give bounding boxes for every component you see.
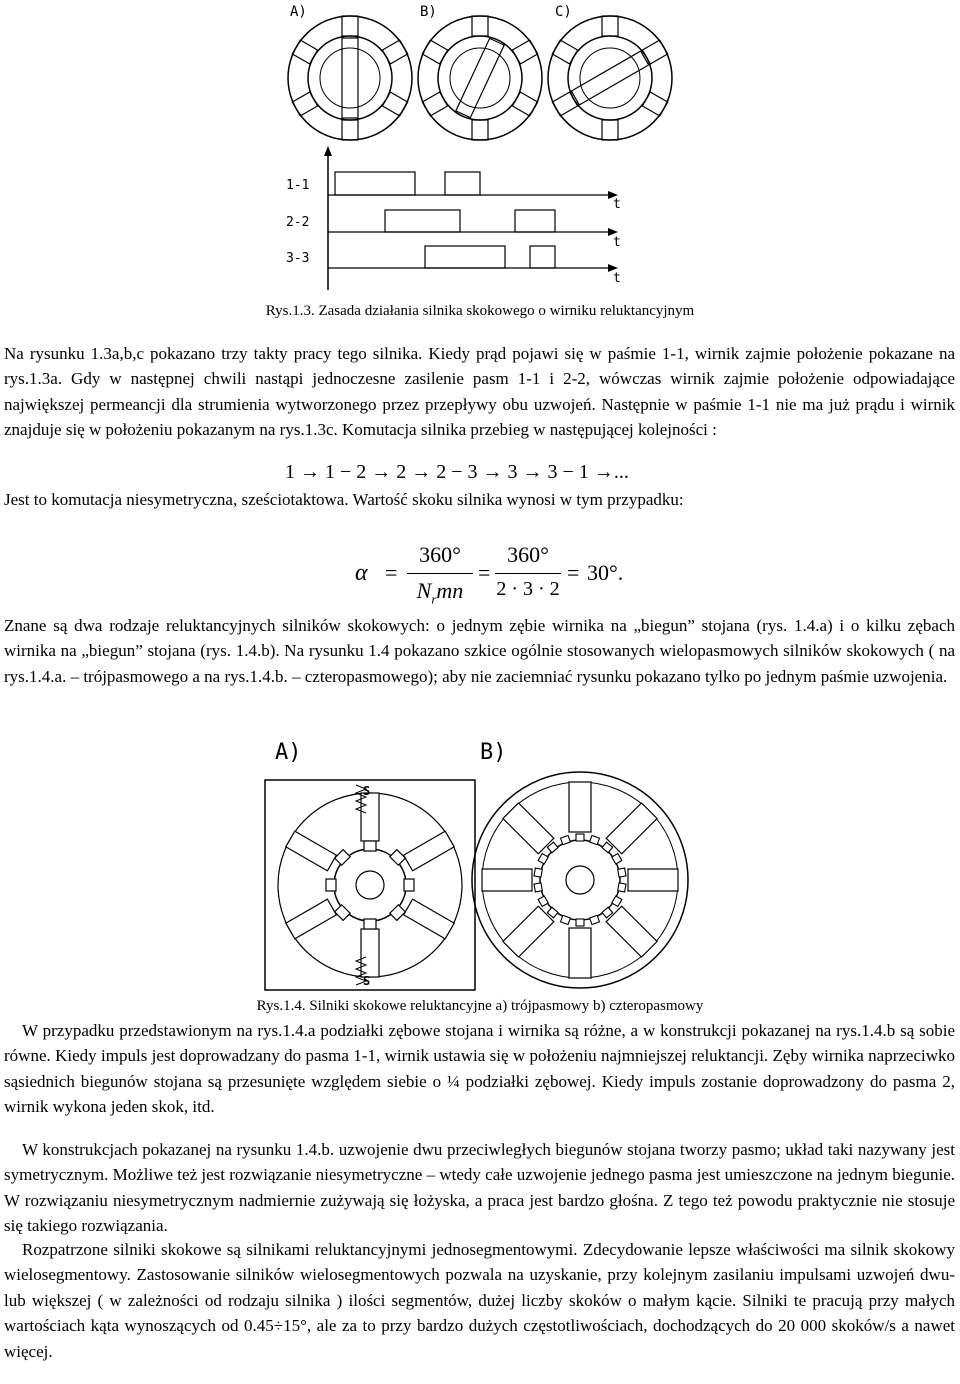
panel-label-b-1-4: B) — [480, 740, 507, 765]
time-axis-label-3: t — [613, 271, 621, 286]
paragraph-4: W przypadku przedstawionym na rys.1.4.a podziałki zębowe stojana i wirnika są różne, a w konstrukcji pokazanej na rys.1.4.b są sobie równe. Kiedy impuls jest doprowadzany do pasma 1-1, wirnik ustawia się w położeniu najmniejszej reluktancji. Zęby wirnika naprzeciwko sąsiednich biegunów stojana są przesunięte względem siebie o ¼ podziałki zębowej. Kiedy impuls zostanie doprowadzony do pasma 2, wirnik wykona jeden skok, itd. — [4, 1021, 955, 1117]
formula-alpha: α — [355, 560, 368, 586]
motor-a-diagram — [288, 16, 412, 140]
phase-label-2: 2-2 — [286, 215, 310, 230]
formula-result: 30°. — [587, 560, 624, 585]
formula-den-1 — [407, 578, 473, 607]
figure-1-4 — [250, 735, 710, 997]
paragraph-5: W konstrukcjach pokazanej na rysunku 1.4.b. uzwojenie dwu przeciwległych biegunów stojana tworzy pasmo; układ taki nazywany jest symetrycznym. Możliwe też jest rozwiązanie niesymetryczne – wtedy całe uzwojenie jednego pasma jest umieszczone na jednym biegunie. W rozwiązaniu niesymetrycznym nadmiernie zużywają się łożyska, a praca jest bardzo głośna. Z tego też powodu praktycznie nie stosuje się takiego rozwiązania. — [4, 1140, 955, 1236]
figure-1-4-caption: Rys.1.4. Silniki skokowe reluktancyjne a) trójpasmowy b) czteropasmowy — [256, 998, 704, 1014]
pole-label-top: S — [363, 784, 371, 798]
motor-four-phase — [472, 772, 688, 988]
time-axis-label-2: t — [613, 235, 621, 250]
formula-eq-3: = — [567, 560, 580, 585]
motor-three-phase — [265, 780, 475, 990]
panel-label-a: A) — [290, 4, 307, 20]
formula-den-2: 2 · 3 · 2 — [496, 578, 560, 600]
formula-den-mn: mn — [436, 578, 464, 603]
commutation-sequence: 1 → 1 − 2 → 2 → 2 − 3 → 3 → 3 − 1 →... — [285, 461, 629, 483]
step-angle-formula — [355, 540, 645, 610]
formula-eq-2: = — [478, 560, 491, 585]
figure-1-3-caption: Rys.1.3. Zasada działania silnika skokowego o wirniku reluktancyjnym — [265, 303, 695, 319]
fraction-bar-2 — [495, 573, 561, 574]
panel-label-b: B) — [420, 4, 437, 20]
timing-diagram — [324, 146, 618, 290]
motor-b-diagram — [418, 16, 542, 140]
pole-label-bottom: S — [363, 974, 371, 988]
paragraph-3: Znane są dwa rodzaje reluktancyjnych silników skokowych: o jednym zębie wirnika na „biegun” stojana (rys. 1.4.a) i o kilku zębach wirnika na „biegun” stojana (rys. 1.4.b). Na rysunku 1.4 pokazano szkice ogólnie stosowanych wielopasmowych silników skokowych ( na rys.1.4.a. – trójpasmowego a na rys.1.4.b. – czteropasmowego); aby nie zaciemniać rysunku pokazano tylko po jednym paśmie uzwojenia. — [4, 616, 955, 686]
motor-c-diagram — [548, 16, 672, 140]
formula-den-n: N — [416, 578, 432, 603]
fraction-bar-1 — [407, 573, 473, 574]
paragraph-2: Jest to komutacja niesymetryczna, sześciotaktowa. Wartość skoku silnika wynosi w tym przypadku: — [4, 490, 684, 509]
formula-num-1: 360° — [419, 542, 461, 567]
formula-den-sub: r — [431, 591, 437, 607]
figure-1-3 — [280, 0, 680, 295]
paragraph-6: Rozpatrzone silniki skokowe są silnikami reluktancyjnymi jednosegmentowymi. Zdecydowanie lepsze właściwości ma silnik skokowy wielosegmentowy. Zastosowanie silników wielosegmentowych pozwala na uzyskanie, przy kolejnym zasilaniu impulsami uzwojeń dwu- lub większej ( w zależności od rodzaju silnika ) ilości segmentów, dużej liczby skoków o małym kącie. Silniki te pracują przy małych wartościach kąta wynoszących od 0.45÷15°, ale za to przy bardzo dużych częstotliwościach, dochodzących do 20 000 skoków/s a nawet więcej. — [4, 1240, 955, 1361]
phase-label-1: 1-1 — [286, 178, 310, 193]
formula-num-2: 360° — [507, 542, 549, 567]
time-axis-label-1: t — [613, 197, 621, 212]
formula-eq-1: = — [385, 560, 398, 585]
panel-label-c: C) — [555, 4, 572, 20]
phase-label-3: 3-3 — [286, 251, 310, 266]
paragraph-1: Na rysunku 1.3a,b,c pokazano trzy takty pracy tego silnika. Kiedy prąd pojawi się w paśmie 1-1, wirnik zajmie położenie pokazane na rys.1.3a. Gdy w następnej chwili nastąpi jednoczesne zasilenie pasm 1-1 i 2-2, wówczas wirnik zajmie położenie odpowiadające największej permeancji dla strumienia wytworzonego przez przepływy obu uzwojeń. Następnie w paśmie 1-1 nie ma już prądu i wirnik znajduje się w położeniu pokazanym na rys.1.3c. Komutacja silnika przebieg w następującej kolejności : — [4, 344, 955, 440]
panel-label-a-1-4: A) — [275, 740, 302, 765]
